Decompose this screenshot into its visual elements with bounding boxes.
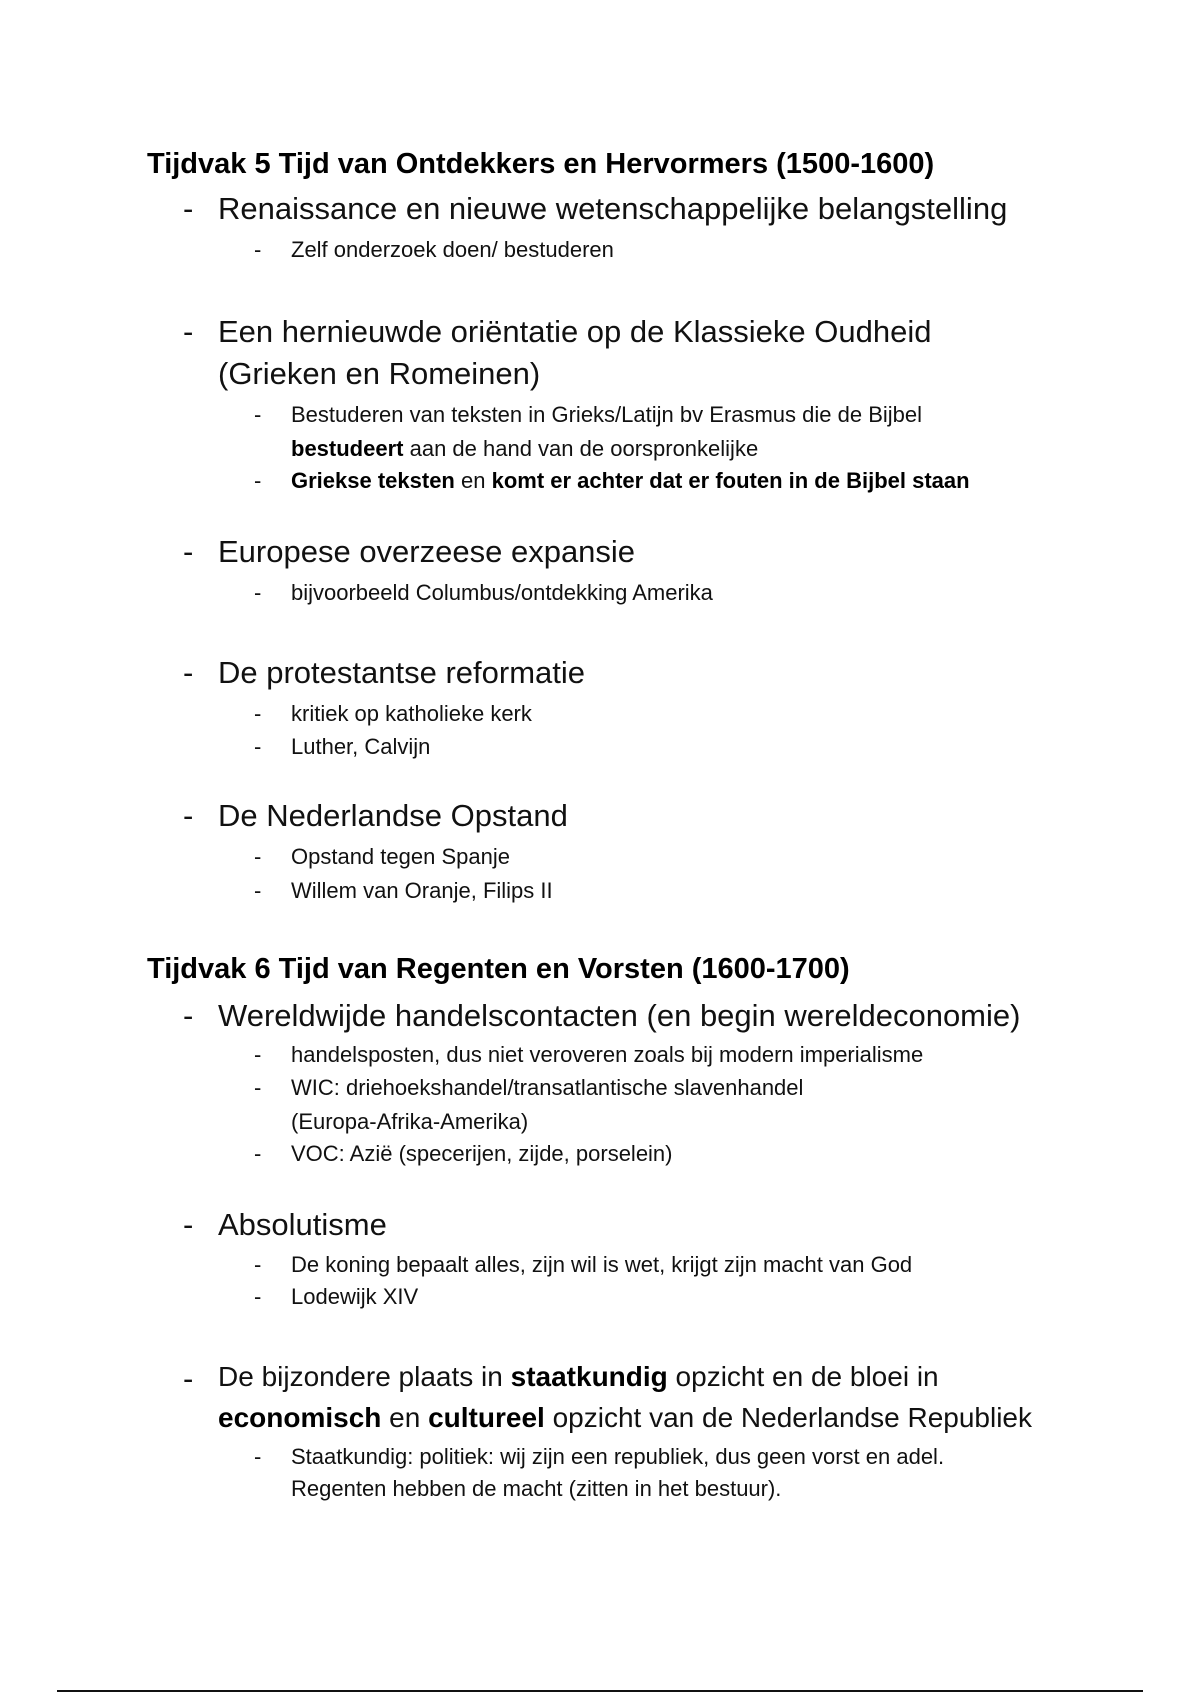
- text: opzicht van de Nederlandse Republiek: [544, 1402, 1032, 1433]
- list-item-republiek-line2: [218, 1402, 1032, 1434]
- sub-item: [291, 468, 970, 494]
- text: opzicht en de bloei in: [667, 1361, 939, 1392]
- text: aan de hand van de oorspronkelijke: [403, 436, 759, 461]
- sub-item-continued: (Europa-Afrika-Amerika): [291, 1109, 529, 1134]
- sub-item: Staatkundig: politiek: wij zijn een republiek, dus geen vorst en adel.: [291, 1444, 945, 1469]
- text: en: [381, 1402, 429, 1433]
- list-item-reformatie: De protestantse reformatie: [218, 655, 586, 690]
- sub-bullet-dash: -: [254, 734, 262, 759]
- bullet-dash: -: [183, 655, 194, 690]
- bold-text: Griekse teksten: [291, 468, 455, 493]
- sub-bullet-dash: -: [254, 1252, 262, 1277]
- sub-item: De koning bepaalt alles, zijn wil is wet, krijgt zijn macht van God: [291, 1252, 913, 1277]
- sub-item-continued: [291, 436, 758, 462]
- list-item-renaissance: Renaissance en nieuwe wetenschappelijke belangstelling: [218, 191, 1008, 226]
- list-item-absolutisme: Absolutisme: [218, 1207, 387, 1242]
- sub-bullet-dash: -: [254, 701, 262, 726]
- sub-bullet-dash: -: [254, 1284, 262, 1309]
- list-item-expansie: Europese overzeese expansie: [218, 534, 636, 569]
- section-heading-tijdvak-6: Tijdvak 6 Tijd van Regenten en Vorsten (1600-1700): [147, 953, 850, 985]
- sub-item: kritiek op katholieke kerk: [291, 701, 532, 726]
- sub-bullet-dash: -: [254, 1141, 262, 1166]
- footer-rule: [57, 1690, 1143, 1692]
- list-item-handelscontacten: Wereldwijde handelscontacten (en begin wereldeconomie): [218, 998, 1021, 1033]
- bullet-dash: -: [183, 191, 194, 226]
- list-item-opstand: De Nederlandse Opstand: [218, 798, 568, 833]
- sub-bullet-dash: -: [254, 1444, 262, 1469]
- sub-item: handelsposten, dus niet veroveren zoals bij modern imperialisme: [291, 1042, 924, 1067]
- bullet-dash: -: [183, 1361, 194, 1396]
- sub-item: WIC: driehoekshandel/transatlantische slavenhandel: [291, 1075, 804, 1100]
- sub-bullet-dash: -: [254, 237, 262, 262]
- list-item-klassieke-oudheid: Een hernieuwde oriëntatie op de Klassieke Oudheid: [218, 314, 932, 349]
- sub-item: Opstand tegen Spanje: [291, 844, 510, 869]
- bullet-dash: -: [183, 534, 194, 569]
- bullet-dash: -: [183, 798, 194, 833]
- text: De bijzondere plaats in: [218, 1361, 511, 1392]
- list-item-republiek: [218, 1361, 939, 1393]
- bold-text: komt er achter dat er fouten in de Bijbel staan: [491, 468, 970, 493]
- sub-bullet-dash: -: [254, 878, 262, 903]
- sub-item: Zelf onderzoek doen/ bestuderen: [291, 237, 614, 262]
- bullet-dash: -: [183, 1207, 194, 1242]
- sub-bullet-dash: -: [254, 580, 262, 605]
- bold-text: bestudeert: [291, 436, 404, 461]
- sub-item: bijvoorbeeld Columbus/ontdekking Amerika: [291, 580, 713, 605]
- sub-item: VOC: Azië (specerijen, zijde, porselein): [291, 1141, 673, 1166]
- sub-bullet-dash: -: [254, 468, 262, 493]
- sub-item: Bestuderen van teksten in Grieks/Latijn bv Erasmus die de Bijbel: [291, 402, 922, 427]
- bullet-dash: -: [183, 998, 194, 1033]
- section-heading-tijdvak-5: Tijdvak 5 Tijd van Ontdekkers en Hervormers (1500-1600): [147, 148, 935, 180]
- sub-bullet-dash: -: [254, 1042, 262, 1067]
- bold-text: cultureel: [428, 1402, 545, 1433]
- text: en: [454, 468, 492, 493]
- bold-text: staatkundig: [510, 1361, 668, 1392]
- sub-item-continued: Regenten hebben de macht (zitten in het bestuur).: [291, 1476, 782, 1501]
- sub-bullet-dash: -: [254, 844, 262, 869]
- bullet-dash: -: [183, 314, 194, 349]
- sub-bullet-dash: -: [254, 1075, 262, 1100]
- sub-item: Lodewijk XIV: [291, 1284, 419, 1309]
- bold-text: economisch: [218, 1402, 382, 1433]
- sub-bullet-dash: -: [254, 402, 262, 427]
- sub-item: Luther, Calvijn: [291, 734, 431, 759]
- list-item-klassieke-oudheid-line2: (Grieken en Romeinen): [218, 356, 541, 391]
- sub-item: Willem van Oranje, Filips II: [291, 878, 553, 903]
